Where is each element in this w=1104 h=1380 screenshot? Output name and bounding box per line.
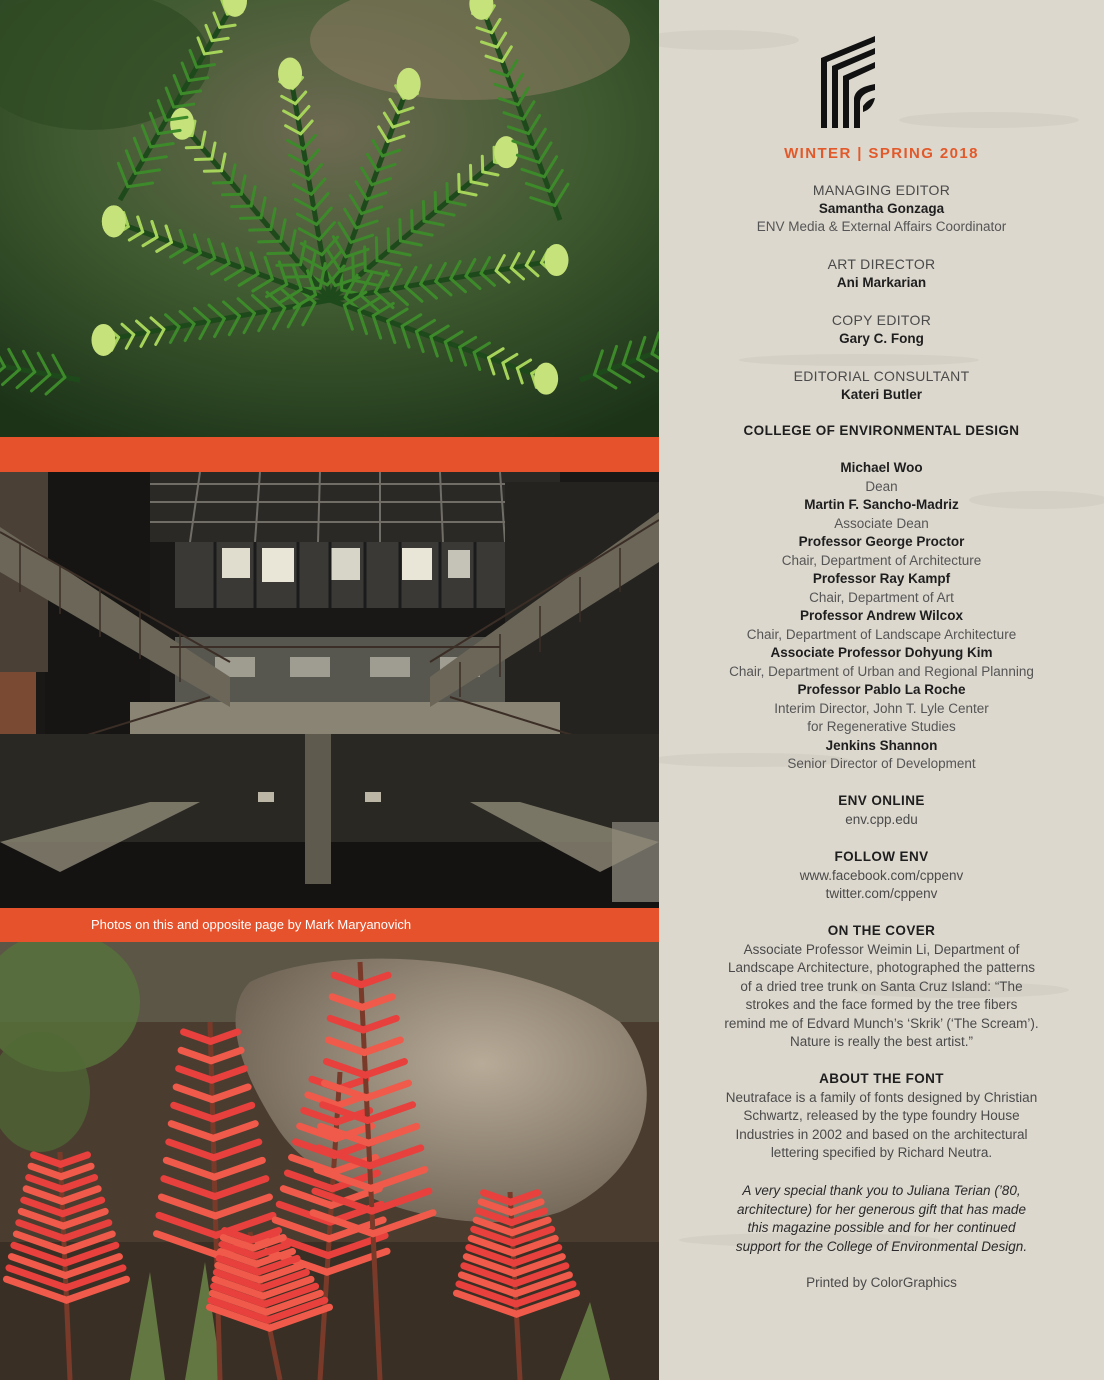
staff-name: Michael Woo: [840, 460, 923, 475]
staff-name: Jenkins Shannon: [825, 737, 938, 753]
photo-building-interior: [0, 472, 659, 908]
on-the-cover-block: [694, 922, 1069, 1052]
cover-text-line: Landscape Architecture, photographed the patterns: [728, 960, 1035, 975]
thank-you-block: [694, 1182, 1069, 1256]
staff-title: Dean: [865, 478, 898, 494]
staff-name: Martin F. Sancho-Madriz: [804, 497, 959, 512]
cover-text-line: Associate Professor Weimin Li, Department of: [743, 941, 1020, 957]
copy-editor-name: Gary C. Fong: [839, 330, 924, 346]
staff-title: Associate Dean: [834, 515, 929, 531]
thanks-text-line: architecture) for her generous gift that has made: [737, 1201, 1026, 1217]
staff-name: Professor Andrew Wilcox: [800, 608, 963, 623]
art-director-role: ART DIRECTOR: [827, 256, 936, 272]
thanks-text-line: support for the College of Environmental Design.: [735, 1238, 1028, 1254]
managing-editor-role: MANAGING EDITOR: [812, 182, 951, 198]
staff-list: [694, 459, 1069, 774]
staff-title: Chair, Department of Art: [809, 589, 954, 605]
managing-editor-block: [694, 181, 1069, 237]
cover-text-line: remind me of Edvard Munch’s ‘Skrik’ (‘The Scream’).: [724, 1015, 1039, 1031]
on-the-cover-heading: ON THE COVER: [827, 923, 936, 938]
about-the-font-block: [694, 1070, 1069, 1163]
copy-editor-block: [694, 311, 1069, 348]
staff-name: Professor Ray Kampf: [812, 571, 951, 586]
thanks-text-line: this magazine possible and for her continued: [747, 1220, 1016, 1235]
cover-text-line: Nature is really the best artist.”: [789, 1034, 974, 1049]
font-text-line: Schwartz, released by the type foundry House: [743, 1108, 1020, 1123]
thanks-text-line: A very special thank you to Juliana Terian (’80,: [742, 1183, 1021, 1198]
copy-editor-role: COPY EDITOR: [831, 312, 932, 328]
follow-env-block: [694, 848, 1069, 904]
env-logo-icon: [821, 36, 875, 128]
editorial-consultant-block: [694, 367, 1069, 404]
issue-season: WINTER | SPRING 2018: [784, 145, 979, 162]
college-heading: COLLEGE OF ENVIRONMENTAL DESIGN: [743, 423, 1020, 438]
follow-env-heading: FOLLOW ENV: [834, 849, 929, 864]
staff-title: Interim Director, John T. Lyle Center: [774, 700, 989, 716]
staff-title: Chair, Department of Urban and Regional Planning: [729, 663, 1034, 679]
editorial-consultant-name: Kateri Butler: [840, 386, 923, 402]
staff-name: Associate Professor Dohyung Kim: [770, 645, 993, 660]
photo-red-flowers: [0, 942, 659, 1380]
staff-title: Senior Director of Development: [787, 756, 976, 771]
art-director-name: Ani Markarian: [836, 274, 927, 290]
photo-credit: Photos on this and opposite page by Mark Maryanovich: [91, 917, 412, 932]
env-online-link[interactable]: env.cpp.edu: [845, 811, 918, 827]
staff-name: Professor Pablo La Roche: [797, 682, 966, 697]
facebook-link[interactable]: www.facebook.com/cppenv: [799, 867, 964, 883]
staff-title-line-2: for Regenerative Studies: [807, 719, 956, 734]
env-online-heading: ENV ONLINE: [838, 793, 925, 808]
font-text-line: lettering specified by Richard Neutra.: [770, 1145, 993, 1160]
twitter-link[interactable]: twitter.com/cppenv: [825, 886, 938, 901]
cover-text-line: of a dried tree trunk on Santa Cruz Island: “The: [740, 978, 1023, 994]
masthead-column: [659, 0, 1104, 1380]
art-director-block: [694, 255, 1069, 292]
staff-name: Professor George Proctor: [798, 534, 965, 549]
managing-editor-title: ENV Media & External Affairs Coordinator: [756, 219, 1007, 234]
printer-credit: Printed by ColorGraphics: [806, 1275, 957, 1290]
managing-editor-name: Samantha Gonzaga: [818, 200, 945, 216]
about-the-font-heading: ABOUT THE FONT: [819, 1071, 944, 1086]
photo-evergreen: [0, 0, 659, 437]
font-text-line: Industries in 2002 and based on the architectural: [735, 1126, 1028, 1142]
staff-title: Chair, Department of Architecture: [781, 552, 982, 568]
orange-band-top: [0, 437, 659, 472]
font-text-line: Neutraface is a family of fonts designed by Christian: [725, 1089, 1038, 1105]
staff-title: Chair, Department of Landscape Architecture: [746, 626, 1017, 642]
env-online-block: [694, 792, 1069, 829]
cover-text-line: strokes and the face formed by the tree fibers: [745, 997, 1018, 1012]
editorial-consultant-role: EDITORIAL CONSULTANT: [793, 368, 970, 384]
